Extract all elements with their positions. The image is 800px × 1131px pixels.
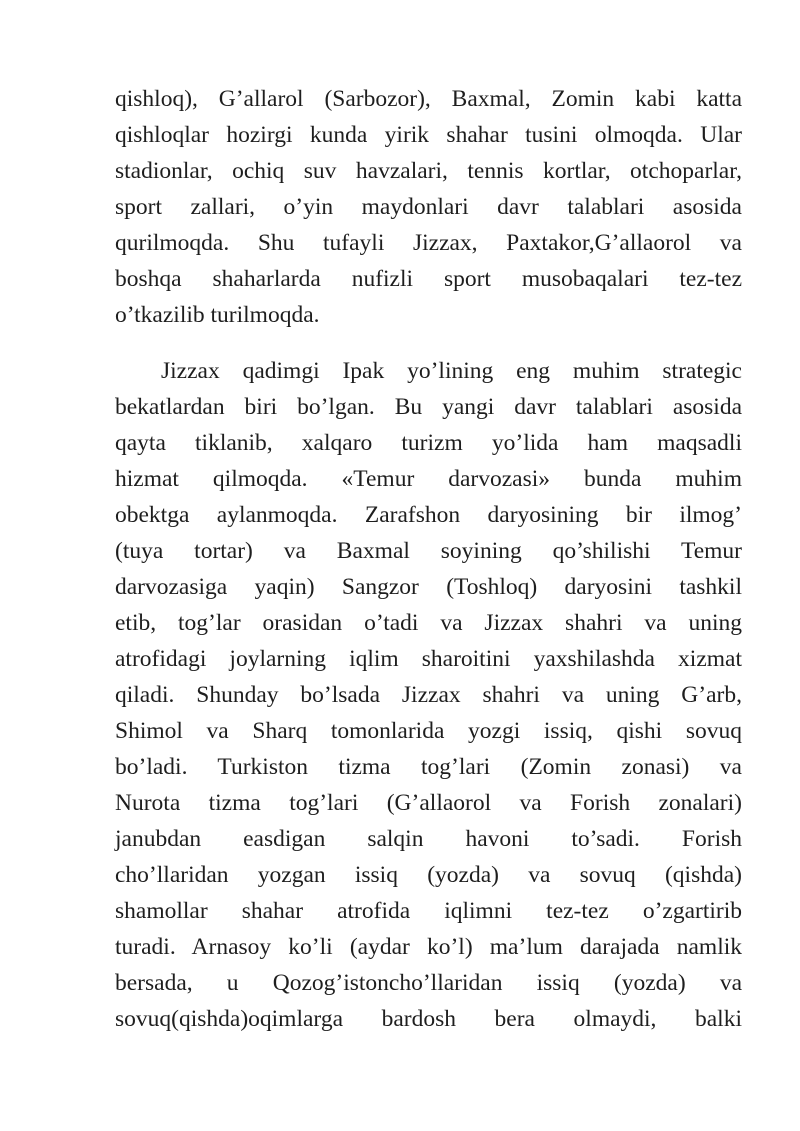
text-line: shamollar shahar atrofida iqlimni tez-tez o’zgartirib (115, 898, 742, 924)
text-line: obektga aylanmoqda. Zarafshon daryosining bir ilmog’ (115, 502, 742, 528)
paragraph-sport-facilities (115, 81, 742, 333)
text-line: janubdan easdigan salqin havoni to’sadi. Forish (115, 826, 742, 852)
paragraph-jizzax-climate (115, 353, 742, 1037)
text-line: Nurota tizma tog’lari (G’allaorol va Forish zonalari) (115, 790, 742, 816)
text-line: hizmat qilmoqda. «Temur darvozasi» bunda muhim (115, 466, 742, 492)
text-line: sovuq(qishda)oqimlarga bardosh bera olmaydi, balki (115, 1006, 742, 1032)
text-line: etib, tog’lar orasidan o’tadi va Jizzax shahri va uning (115, 610, 742, 636)
text-line: bo’ladi. Turkiston tizma tog’lari (Zomin zonasi) va (115, 754, 742, 780)
text-line: boshqa shaharlarda nufizli sport musobaqalari tez-tez (115, 266, 742, 292)
text-line: qayta tiklanib, xalqaro turizm yo’lida ham maqsadli (115, 430, 742, 456)
text-line: sport zallari, o’yin maydonlari davr talablari asosida (115, 194, 742, 220)
text-line: Jizzax qadimgi Ipak yo’lining eng muhim strategic (161, 358, 742, 384)
text-line: qiladi. Shunday bo’lsada Jizzax shahri va uning G’arb, (115, 682, 742, 708)
text-line: bekatlardan biri bo’lgan. Bu yangi davr talablari asosida (115, 394, 742, 420)
text-line: turadi. Arnasoy ko’li (aydar ko’l) ma’lum darajada namlik (115, 934, 742, 960)
text-line: qishloqlar hozirgi kunda yirik shahar tusini olmoqda. Ular (115, 122, 742, 148)
text-line: atrofidagi joylarning iqlim sharoitini yaxshilashda xizmat (115, 646, 742, 672)
text-line: (tuya tortar) va Baxmal soyining qo’shilishi Temur (115, 538, 742, 564)
text-line: o’tkazilib turilmoqda. (115, 302, 320, 328)
text-line: qurilmoqda. Shu tufayli Jizzax, Paxtakor,G’allaorol va (115, 230, 742, 256)
text-line: Shimol va Sharq tomonlarida yozgi issiq, qishi sovuq (115, 718, 742, 744)
text-line: bersada, u Qozog’istoncho’llaridan issiq (yozda) va (115, 970, 742, 996)
text-line: darvozasiga yaqin) Sangzor (Toshloq) daryosini tashkil (115, 574, 742, 600)
text-line: qishloq), G’allarol (Sarbozor), Baxmal, Zomin kabi katta (115, 86, 742, 112)
text-line: stadionlar, ochiq suv havzalari, tennis kortlar, otchoparlar, (115, 158, 742, 184)
text-line: cho’llaridan yozgan issiq (yozda) va sovuq (qishda) (115, 862, 742, 888)
